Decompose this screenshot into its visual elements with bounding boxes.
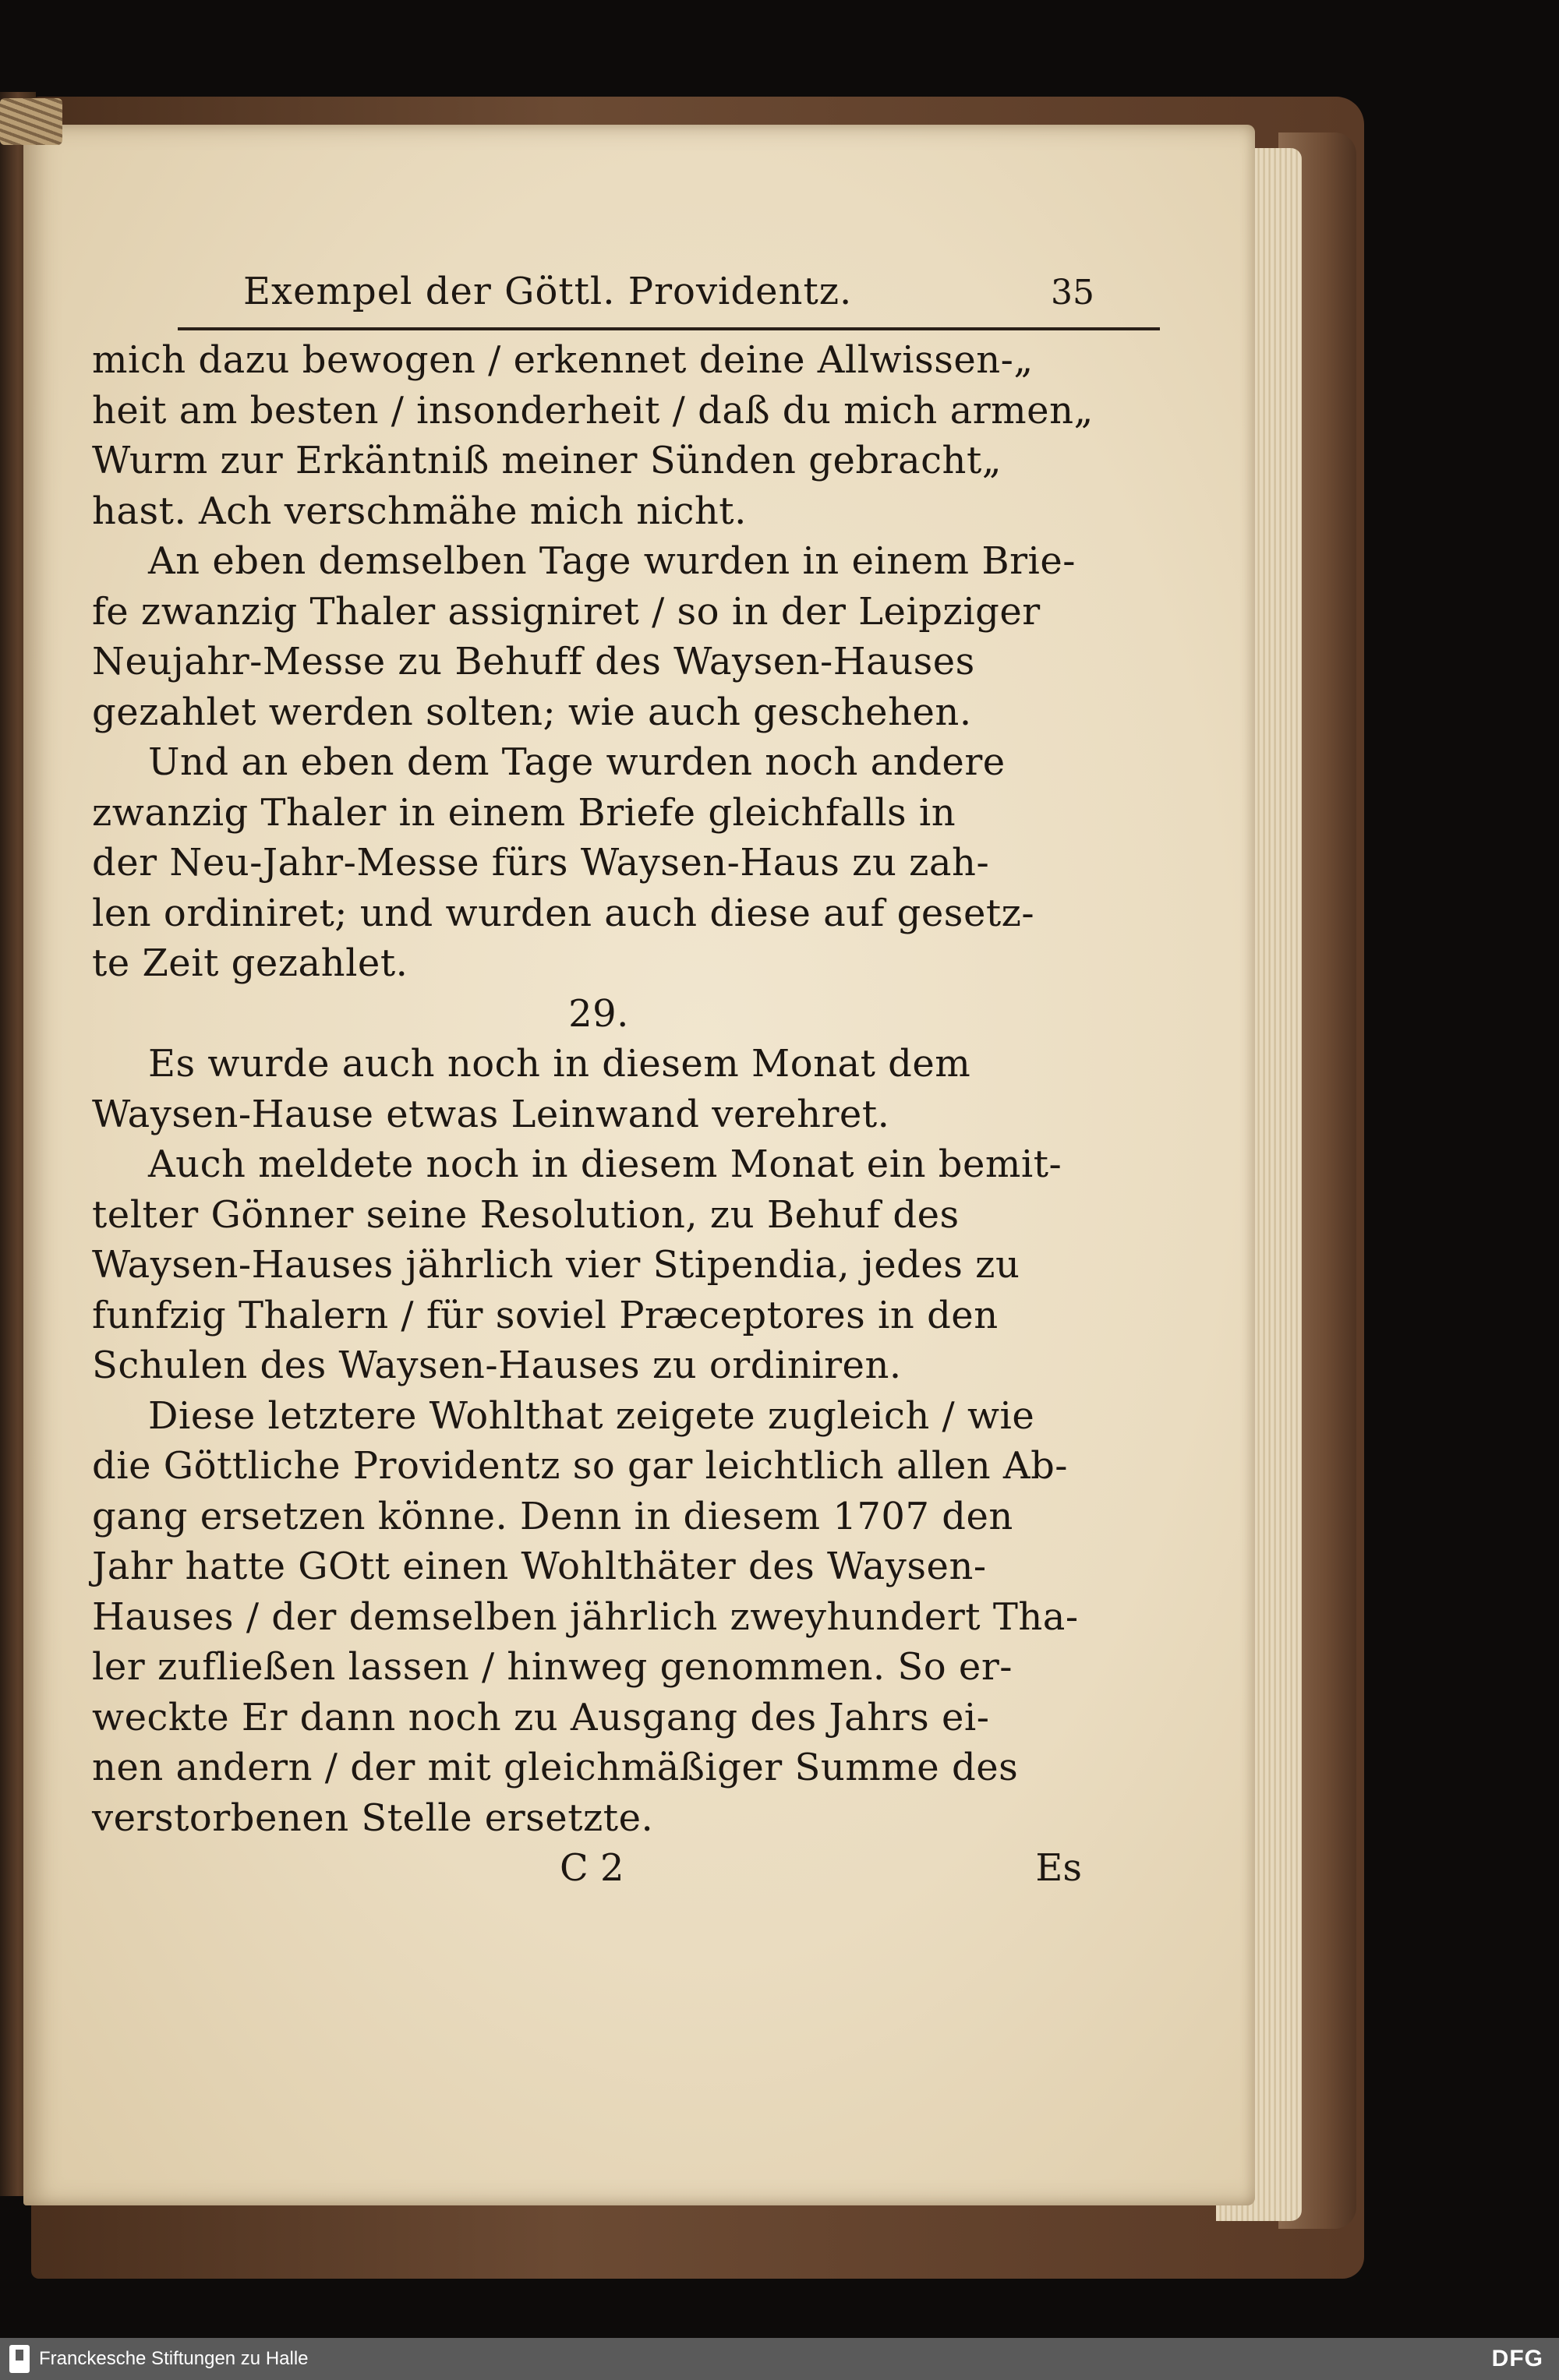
text-line: ler zufließen lassen / hinweg genommen. So er- xyxy=(92,1645,1013,1689)
text-line: funfzig Thalern / für soviel Præceptores in den xyxy=(92,1293,999,1337)
text-line: telter Gönner seine Resolution, zu Behuf des xyxy=(92,1192,960,1237)
text-line: nen andern / der mit gleichmäßiger Summe des xyxy=(92,1746,1019,1789)
page-foot xyxy=(92,1843,1105,1893)
text-line: Schulen des Waysen-Hauses zu ordiniren. xyxy=(92,1344,902,1387)
text-line: len ordiniret; und wurden auch diese auf gesetz- xyxy=(92,891,1035,935)
text-line: der Neu-Jahr-Messe fürs Waysen-Haus zu zah- xyxy=(92,841,990,885)
running-head: Exempel der Göttl. Providentz. xyxy=(243,270,853,313)
text-line: heit am besten / insonderheit / daß du mich armen„ xyxy=(92,388,1094,433)
footer-institution xyxy=(9,2345,309,2373)
book-page xyxy=(23,125,1255,2205)
text-line: Wurm zur Erkäntniß meiner Sünden gebracht„ xyxy=(92,439,1002,482)
text-line: verstorbenen Stelle ersetzte. xyxy=(92,1796,654,1840)
text-line: Waysen-Hause etwas Leinwand verehret. xyxy=(92,1092,890,1136)
text-line: Und an eben dem Tage wurden noch andere xyxy=(148,740,1006,784)
text-line: gezahlet werden solten; wie auch geschehen. xyxy=(92,690,972,734)
running-header xyxy=(92,270,1105,324)
text-line: gang ersetzen könne. Denn in diesem 1707 den xyxy=(92,1494,1013,1538)
text-line: Jahr hatte GOtt einen Wohlthäter des Waysen- xyxy=(92,1545,987,1588)
institution-name: Franckesche Stiftungen zu Halle xyxy=(39,2348,309,2369)
text-line: die Göttliche Providentz so gar leichtlich allen Ab- xyxy=(92,1444,1069,1488)
text-line: Es wurde auch noch in diesem Monat dem xyxy=(148,1042,971,1086)
signature-mark: C 2 xyxy=(560,1846,624,1890)
text-line: mich dazu bewogen / erkennet deine Allwissen-„ xyxy=(92,338,1034,382)
dfg-logo: DFG xyxy=(1491,2346,1543,2371)
catchword: Es xyxy=(1035,1846,1082,1890)
text-line: zwanzig Thaler in einem Briefe gleichfalls in xyxy=(92,790,956,835)
text-line: fe zwanzig Thaler assigniret / so in der Leipziger xyxy=(92,589,1041,634)
text-line: An eben demselben Tage wurden in einem Brie- xyxy=(148,539,1076,583)
page-text xyxy=(92,270,1105,1893)
page-number: 35 xyxy=(1051,273,1094,313)
viewer-footer xyxy=(0,2338,1559,2380)
institution-logo-icon xyxy=(9,2345,30,2373)
text-line: hast. Ach verschmähe mich nicht. xyxy=(92,489,747,533)
text-line: Neujahr-Messe zu Behuff des Waysen-Hauses xyxy=(92,640,975,683)
text-line: Hauses / der demselben jährlich zweyhundert Tha- xyxy=(92,1594,1079,1639)
binding-thread xyxy=(0,98,62,145)
header-rule xyxy=(178,327,1160,330)
text-line: weckte Er dann noch zu Ausgang des Jahrs ei- xyxy=(92,1695,990,1739)
text-line: Auch meldete noch in diesem Monat ein bemit- xyxy=(148,1142,1062,1186)
text-line: Waysen-Hauses jährlich vier Stipendia, jedes zu xyxy=(92,1243,1020,1287)
text-line: te Zeit gezahlet. xyxy=(92,941,408,985)
text-line: Diese letztere Wohlthat zeigete zugleich / wie xyxy=(148,1393,1035,1438)
section-number: 29. xyxy=(568,991,629,1036)
